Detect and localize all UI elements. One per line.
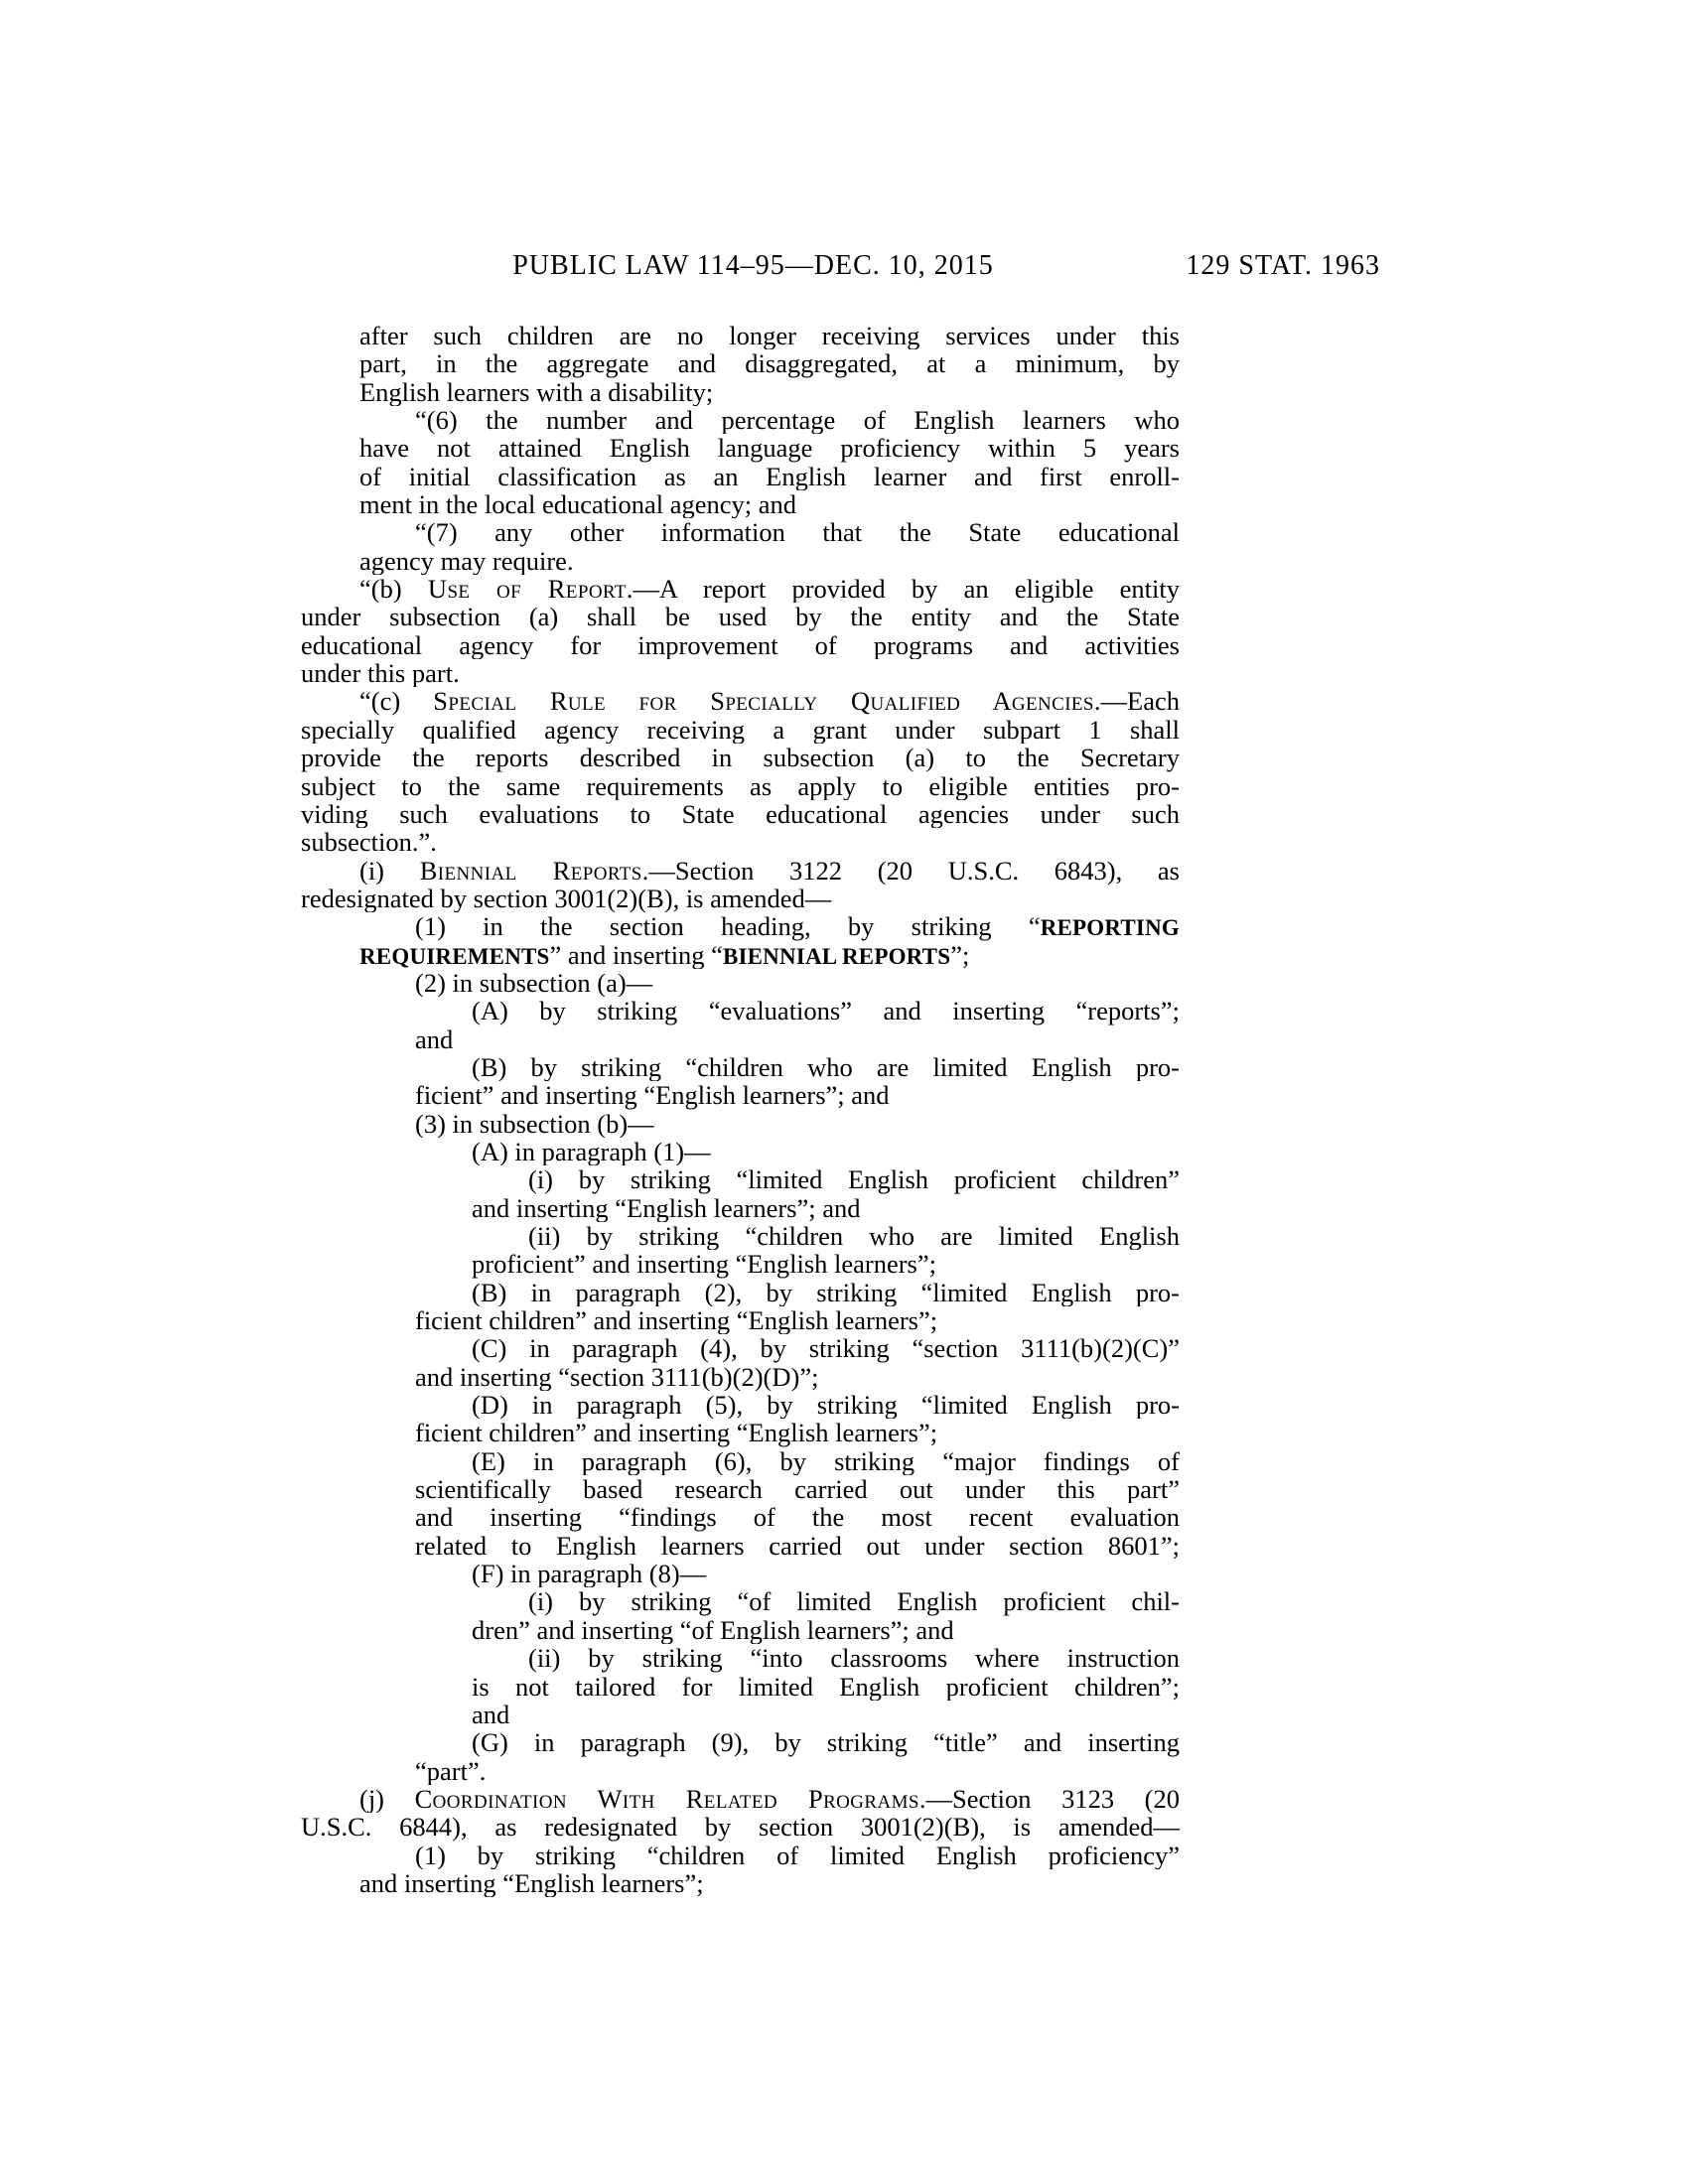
text-line: [0, 1785, 1688, 1813]
text-segment: and: [415, 1024, 454, 1053]
text-line: [0, 941, 1688, 969]
text-line: [0, 969, 1688, 997]
text-segment: .—A report provided by an eligible entity: [626, 575, 1180, 604]
text-line: [0, 1813, 1688, 1841]
text-segment: agency may require.: [359, 546, 574, 576]
text-line: [0, 1419, 1688, 1446]
text-line: [0, 857, 1688, 885]
text-segment: (D) in paragraph (5), by striking “limited English pro-: [472, 1391, 1180, 1420]
text-line: [0, 1025, 1688, 1053]
text-line: [0, 1391, 1688, 1419]
text-line: [0, 463, 1688, 490]
text-line: [0, 406, 1688, 434]
text-line: [0, 1363, 1688, 1391]
text-segment: (A) in paragraph (1)—: [472, 1137, 711, 1166]
text-segment: “(6) the number and percentage of English learners who: [415, 406, 1180, 435]
text-segment: “part”.: [415, 1756, 487, 1785]
text-segment: (i) by striking “limited English proficient children”: [528, 1165, 1180, 1194]
text-line: [0, 1279, 1688, 1306]
text-line: [0, 631, 1688, 659]
text-segment: viding such evaluations to State educational agencies under such: [301, 799, 1180, 829]
text-line: [0, 1560, 1688, 1587]
text-segment: redesignated by section 3001(2)(B), is amended—: [301, 884, 832, 913]
text-segment: .—Section 3123 (20: [918, 1784, 1180, 1814]
text-segment: (G) in paragraph (9), by striking “title” and inserting: [472, 1728, 1180, 1757]
smallcaps-segment: Use of Report: [427, 575, 627, 604]
text-segment: (E) in paragraph (6), by striking “major findings of: [472, 1446, 1180, 1476]
text-segment: ment in the local educational agency; and: [359, 490, 797, 519]
text-segment: (B) by striking “children who are limited English pro-: [472, 1052, 1180, 1082]
text-line: [0, 349, 1688, 377]
text-segment: and inserting “English learners”;: [359, 1868, 704, 1898]
text-segment: (A) by striking “evaluations” and inserting “reports”;: [472, 997, 1180, 1025]
text-segment: “(c): [359, 687, 434, 716]
text-segment: and inserting “English learners”; and: [472, 1193, 861, 1222]
text-segment: (ii) by striking “into classrooms where instruction: [528, 1644, 1180, 1673]
text-segment: .—Section 3122 (20 U.S.C. 6843), as: [641, 856, 1180, 885]
text-segment: (2) in subsection (a)—: [415, 968, 653, 998]
text-line: [0, 1165, 1688, 1193]
text-line: [0, 1503, 1688, 1531]
text-segment: specially qualified agency receiving a grant under subpart 1 shall: [301, 715, 1180, 745]
text-line: [0, 687, 1688, 715]
text-segment: (C) in paragraph (4), by striking “section 3111(b)(2)(C)”: [472, 1334, 1180, 1363]
text-segment: ficient children” and inserting “English learners”;: [415, 1306, 938, 1335]
text-line: [0, 1842, 1688, 1869]
text-line: [0, 518, 1688, 546]
text-line: [0, 800, 1688, 828]
boldcaps-segment: REPORTING: [1040, 915, 1180, 941]
text-segment: ficient children” and inserting “English learners”;: [415, 1419, 938, 1447]
text-line: [0, 828, 1688, 856]
running-head-law-title: PUBLIC LAW 114–95—DEC. 10, 2015: [512, 250, 994, 281]
smallcaps-segment: Coordination With Related Programs: [414, 1784, 919, 1814]
text-line: [0, 1728, 1688, 1756]
text-line: [0, 1250, 1688, 1278]
text-segment: subsection.”.: [301, 828, 437, 857]
text-segment: scientifically based research carried out under this part”: [415, 1475, 1180, 1504]
text-segment: (i) by striking “of limited English proficient chil-: [528, 1587, 1180, 1616]
text-segment: of initial classification as an English learner and first enroll-: [359, 462, 1180, 491]
text-segment: after such children are no longer receiving services under this: [359, 322, 1180, 350]
text-segment: subject to the same requirements as apply to eligible entities pro-: [301, 771, 1180, 800]
text-segment: and inserting “section 3111(b)(2)(D)”;: [415, 1362, 819, 1392]
text-line: [0, 1306, 1688, 1334]
text-line: [0, 1644, 1688, 1672]
text-line: [0, 1447, 1688, 1475]
text-line: [0, 1222, 1688, 1250]
text-line: [0, 912, 1688, 940]
text-line: [0, 547, 1688, 575]
text-line: [0, 659, 1688, 687]
text-line: [0, 716, 1688, 744]
text-segment: U.S.C. 6844), as redesignated by section 3001(2)(B), is amended—: [301, 1813, 1180, 1842]
text-line: [0, 322, 1688, 349]
text-segment: provide the reports described in subsection (a) to the Secretary: [301, 744, 1180, 772]
text-segment: under subsection (a) shall be used by the entity and the State: [301, 603, 1180, 631]
text-line: [0, 603, 1688, 630]
text-segment: related to English learners carried out under section 8601”;: [415, 1531, 1180, 1561]
text-segment: (i): [359, 856, 420, 885]
text-segment: “(b): [359, 575, 428, 604]
text-segment: is not tailored for limited English proficient children”;: [472, 1672, 1180, 1701]
smallcaps-segment: Special Rule for Specially Qualified Agencies: [433, 687, 1094, 716]
smallcaps-segment: Biennial Reports: [419, 856, 642, 885]
text-segment: have not attained English language proficiency within 5 years: [359, 434, 1180, 463]
text-segment: ”;: [950, 940, 970, 969]
text-column: [0, 322, 1688, 1897]
text-segment: dren” and inserting “of English learners”; and: [472, 1615, 954, 1645]
text-segment: (1) by striking “children of limited English proficiency”: [415, 1841, 1180, 1869]
text-segment: (F) in paragraph (8)—: [472, 1560, 707, 1588]
boldcaps-segment: BIENNIAL REPORTS: [722, 943, 951, 969]
text-segment: educational agency for improvement of programs and activities: [301, 630, 1180, 660]
boldcaps-segment: REQUIREMENTS: [359, 943, 550, 969]
text-segment: (3) in subsection (b)—: [415, 1109, 654, 1138]
text-segment: (j): [359, 1784, 415, 1814]
text-segment: part, in the aggregate and disaggregated, at a minimum, by: [359, 349, 1180, 378]
text-line: [0, 1869, 1688, 1897]
text-segment: ” and inserting “: [549, 940, 723, 969]
text-line: [0, 1194, 1688, 1222]
text-line: [0, 1081, 1688, 1109]
text-segment: “(7) any other information that the State educational: [415, 518, 1180, 547]
text-line: [0, 434, 1688, 462]
text-line: [0, 1587, 1688, 1615]
running-head-stat-number: 129 STAT. 1963: [1186, 250, 1380, 281]
text-segment: (ii) by striking “children who are limited English: [528, 1222, 1180, 1251]
text-segment: English learners with a disability;: [359, 377, 714, 407]
text-segment: proficient” and inserting “English learners”;: [472, 1250, 936, 1279]
text-segment: .—Each: [1093, 687, 1180, 716]
text-line: [0, 490, 1688, 518]
text-line: [0, 378, 1688, 406]
text-segment: and inserting “findings of the most recent evaluation: [415, 1503, 1180, 1532]
text-segment: and: [472, 1700, 510, 1729]
text-line: [0, 997, 1688, 1024]
text-line: [0, 1616, 1688, 1644]
text-segment: (B) in paragraph (2), by striking “limited English pro-: [472, 1278, 1180, 1307]
text-line: [0, 772, 1688, 800]
text-line: [0, 1757, 1688, 1785]
text-line: [0, 1138, 1688, 1165]
text-segment: under this part.: [301, 659, 460, 688]
text-line: [0, 885, 1688, 912]
text-line: [0, 1475, 1688, 1503]
text-segment: ficient” and inserting “English learners”; and: [415, 1081, 890, 1110]
text-line: [0, 1532, 1688, 1560]
text-segment: (1) in the section heading, by striking “: [415, 912, 1041, 941]
text-line: [0, 1334, 1688, 1362]
text-line: [0, 1110, 1688, 1138]
text-line: [0, 744, 1688, 771]
text-line: [0, 1053, 1688, 1081]
text-line: [0, 575, 1688, 603]
text-line: [0, 1673, 1688, 1701]
text-line: [0, 1701, 1688, 1728]
